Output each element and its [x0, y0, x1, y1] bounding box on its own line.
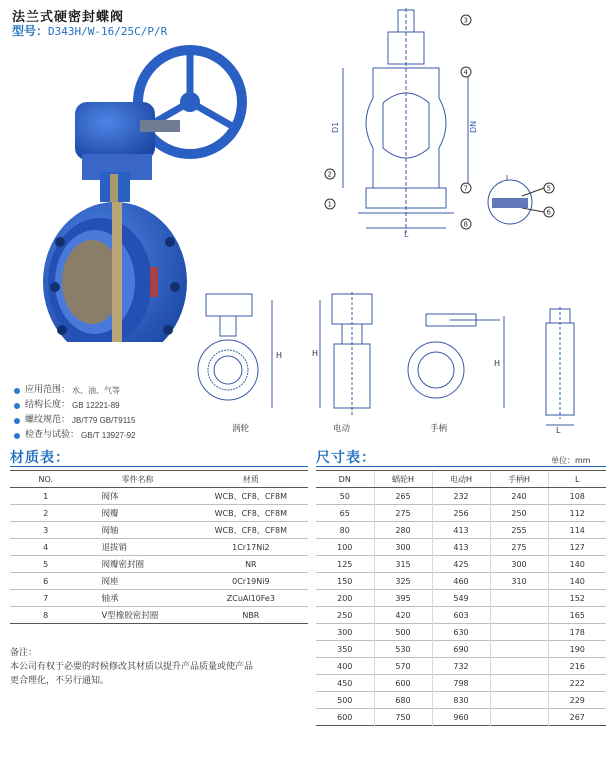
cell: WCB、CF8、CF8M — [214, 491, 288, 501]
svg-text:H: H — [276, 351, 283, 360]
dimensions-title: 尺寸表： — [316, 450, 376, 466]
bullet-icon — [14, 418, 20, 424]
feature-list — [14, 383, 136, 443]
model-label: 型号： — [12, 24, 49, 38]
bullet-icon — [14, 388, 20, 394]
table-row — [316, 573, 606, 590]
feature-key: 应用范围： — [25, 385, 71, 395]
table-row — [316, 590, 606, 607]
cell: 300 — [374, 539, 432, 556]
svg-text:4: 4 — [463, 68, 468, 77]
feature-value: GB 12221-89 — [72, 401, 120, 410]
worm-gear-view-drawing — [192, 290, 292, 420]
cell: 256 — [432, 505, 490, 522]
cell: ZCuAl10Fe3 — [226, 593, 275, 603]
table-row — [10, 539, 308, 556]
materials-title: 材质表： — [10, 450, 70, 466]
col-header-dn: DN — [316, 471, 374, 488]
cell: 240 — [490, 488, 548, 505]
note-label: 备注： — [10, 648, 38, 658]
materials-table — [10, 470, 308, 624]
svg-text:8: 8 — [463, 220, 468, 229]
cell: 600 — [374, 675, 432, 692]
cell: 阀体 — [101, 492, 119, 502]
table-row — [10, 505, 308, 522]
table-row — [316, 505, 606, 522]
svg-text:3: 3 — [463, 16, 468, 25]
table-row — [316, 624, 606, 641]
table-row — [316, 556, 606, 573]
table-row — [316, 641, 606, 658]
materials-divider — [10, 466, 308, 467]
cell: 阀瓣 — [101, 509, 119, 519]
dimensions-table — [316, 470, 606, 726]
cell: 400 — [337, 661, 353, 671]
svg-text:2: 2 — [327, 170, 332, 179]
handle-view-label: 手柄 — [430, 424, 448, 434]
cell: 960 — [432, 709, 490, 726]
cell: 310 — [490, 573, 548, 590]
table-row — [316, 607, 606, 624]
cell: 127 — [548, 539, 606, 556]
cell: 200 — [337, 593, 353, 603]
table-row — [316, 488, 606, 505]
svg-text:1: 1 — [327, 200, 332, 209]
bullet-icon — [14, 403, 20, 409]
svg-text:5: 5 — [546, 184, 551, 193]
electric-view-drawing — [312, 290, 402, 420]
cell: 830 — [432, 692, 490, 709]
cell: 0Cr19Ni9 — [232, 576, 270, 586]
cell: 350 — [337, 644, 353, 654]
cell: 280 — [374, 522, 432, 539]
cell: WCB、CF8、CF8M — [214, 508, 288, 518]
cell — [490, 590, 548, 607]
seal-detail-drawing — [482, 172, 562, 232]
cell: 108 — [548, 488, 606, 505]
svg-text:7: 7 — [463, 184, 468, 193]
cell: 阀瓣密封圈 — [101, 560, 144, 570]
svg-text:I: I — [506, 174, 509, 182]
cell: 50 — [339, 491, 350, 501]
svg-text:D1: D1 — [331, 121, 340, 133]
unit-label: 单位：mm — [551, 456, 591, 465]
cell: 1Cr17Ni2 — [232, 542, 270, 552]
table-row — [316, 675, 606, 692]
cell: 190 — [548, 641, 606, 658]
model-line — [12, 22, 167, 39]
cell: 114 — [548, 522, 606, 539]
cell: 5 — [43, 559, 49, 569]
svg-text:H: H — [312, 349, 319, 358]
cell: 425 — [432, 556, 490, 573]
svg-text:H: H — [494, 359, 501, 368]
table-row — [316, 709, 606, 726]
model-value: D343H/W-16/25C/P/R — [48, 25, 168, 38]
table-row — [316, 658, 606, 675]
table-row — [10, 556, 308, 573]
electric-view-label: 电动 — [333, 424, 351, 434]
svg-text:L: L — [404, 230, 409, 238]
cell: 630 — [432, 624, 490, 641]
cell: 798 — [432, 675, 490, 692]
cell: 413 — [432, 539, 490, 556]
svg-text:DN: DN — [469, 120, 478, 133]
table-row — [316, 539, 606, 556]
cell: 275 — [374, 505, 432, 522]
cell: 420 — [374, 607, 432, 624]
product-title: 法兰式硬密封蝶阀 — [12, 10, 125, 25]
cell: 80 — [339, 525, 350, 535]
cell: 315 — [374, 556, 432, 573]
cell: 250 — [337, 610, 353, 620]
handle-view-drawing — [400, 300, 510, 420]
cell: 65 — [339, 508, 350, 518]
cell: 轴承 — [101, 594, 119, 604]
feature-value: JB/T79 GB/T9115 — [72, 416, 136, 425]
cell: 222 — [548, 675, 606, 692]
svg-text:L: L — [556, 426, 561, 435]
cell: 600 — [337, 712, 353, 722]
cell — [490, 624, 548, 641]
cell: WCB、CF8、CF8M — [214, 525, 288, 535]
feature-test — [14, 428, 136, 443]
cell: 178 — [548, 624, 606, 641]
cell: 300 — [490, 556, 548, 573]
cell: 2 — [43, 508, 49, 518]
table-row — [10, 607, 308, 624]
cell — [490, 641, 548, 658]
cell: 680 — [374, 692, 432, 709]
feature-thread — [14, 413, 136, 428]
cell: 阀轴 — [101, 526, 119, 536]
cell: 325 — [374, 573, 432, 590]
col-header-handle-h: 手柄H — [490, 471, 548, 488]
feature-value: GB/T 13927-92 — [81, 431, 136, 440]
materials-header-row — [10, 471, 308, 488]
svg-text:6: 6 — [546, 208, 551, 217]
cell: 100 — [337, 542, 353, 552]
cell: 460 — [432, 573, 490, 590]
cell: 690 — [432, 641, 490, 658]
cell — [490, 709, 548, 726]
cell — [490, 675, 548, 692]
cell: 267 — [548, 709, 606, 726]
cell — [490, 692, 548, 709]
cell — [490, 658, 548, 675]
cell: V型橡胶密封圈 — [101, 611, 159, 621]
cell: 450 — [337, 678, 353, 688]
cell: 4 — [43, 542, 49, 552]
cell: 1 — [43, 491, 49, 501]
cell: NBR — [242, 610, 260, 620]
cell: 165 — [548, 607, 606, 624]
cell: NR — [245, 559, 257, 569]
cell: 549 — [432, 590, 490, 607]
cross-section-drawing — [318, 8, 494, 238]
feature-key: 结构长度： — [25, 400, 71, 410]
table-row — [10, 488, 308, 505]
cell: 112 — [548, 505, 606, 522]
col-header-electric-h: 电动H — [432, 471, 490, 488]
cell: 500 — [374, 624, 432, 641]
cell: 250 — [490, 505, 548, 522]
cell: 530 — [374, 641, 432, 658]
cell: 8 — [43, 610, 49, 620]
cell: 216 — [548, 658, 606, 675]
feature-value: 水、油、气等 — [72, 386, 121, 395]
cell: 3 — [43, 525, 49, 535]
cell — [490, 607, 548, 624]
cell: 300 — [337, 627, 353, 637]
col-header-worm-h: 蜗轮H — [374, 471, 432, 488]
cell: 500 — [337, 695, 353, 705]
cell: 退拔销 — [101, 543, 127, 553]
cell: 152 — [548, 590, 606, 607]
cell: 7 — [43, 593, 49, 603]
note-line-1: 本公司有权于必要的时候修改其材质以提升产品质量或使产品 — [10, 662, 254, 672]
cell: 229 — [548, 692, 606, 709]
col-header-material: 材质 — [194, 471, 308, 488]
col-header-part: 零件名称 — [81, 471, 193, 488]
cell: 265 — [374, 488, 432, 505]
col-header-no: NO. — [10, 471, 81, 488]
cell: 395 — [374, 590, 432, 607]
table-row — [316, 692, 606, 709]
footnote — [10, 646, 253, 688]
table-row — [10, 522, 308, 539]
cell: 413 — [432, 522, 490, 539]
table-row — [10, 590, 308, 607]
table-row — [316, 522, 606, 539]
cell: 732 — [432, 658, 490, 675]
cell: 232 — [432, 488, 490, 505]
cell: 6 — [43, 576, 49, 586]
cell: 140 — [548, 573, 606, 590]
cell: 140 — [548, 556, 606, 573]
feature-length — [14, 398, 136, 413]
col-header-l: L — [548, 471, 606, 488]
worm-gear-view-label: 涡轮 — [232, 424, 250, 434]
cell: 150 — [337, 576, 353, 586]
cell: 570 — [374, 658, 432, 675]
cell: 阀座 — [101, 577, 119, 587]
side-view-drawing — [536, 305, 586, 435]
cell: 255 — [490, 522, 548, 539]
note-line-2: 更合理化，不另行通知。 — [10, 676, 110, 686]
feature-application — [14, 383, 136, 398]
cell: 275 — [490, 539, 548, 556]
table-row — [10, 573, 308, 590]
bullet-icon — [14, 433, 20, 439]
cell: 750 — [374, 709, 432, 726]
dimensions-header-row — [316, 471, 606, 488]
cell: 125 — [337, 559, 353, 569]
cell: 603 — [432, 607, 490, 624]
feature-key: 螺纹规范： — [25, 415, 71, 425]
feature-key: 检查与试验： — [25, 430, 80, 440]
dimensions-divider — [316, 466, 606, 467]
